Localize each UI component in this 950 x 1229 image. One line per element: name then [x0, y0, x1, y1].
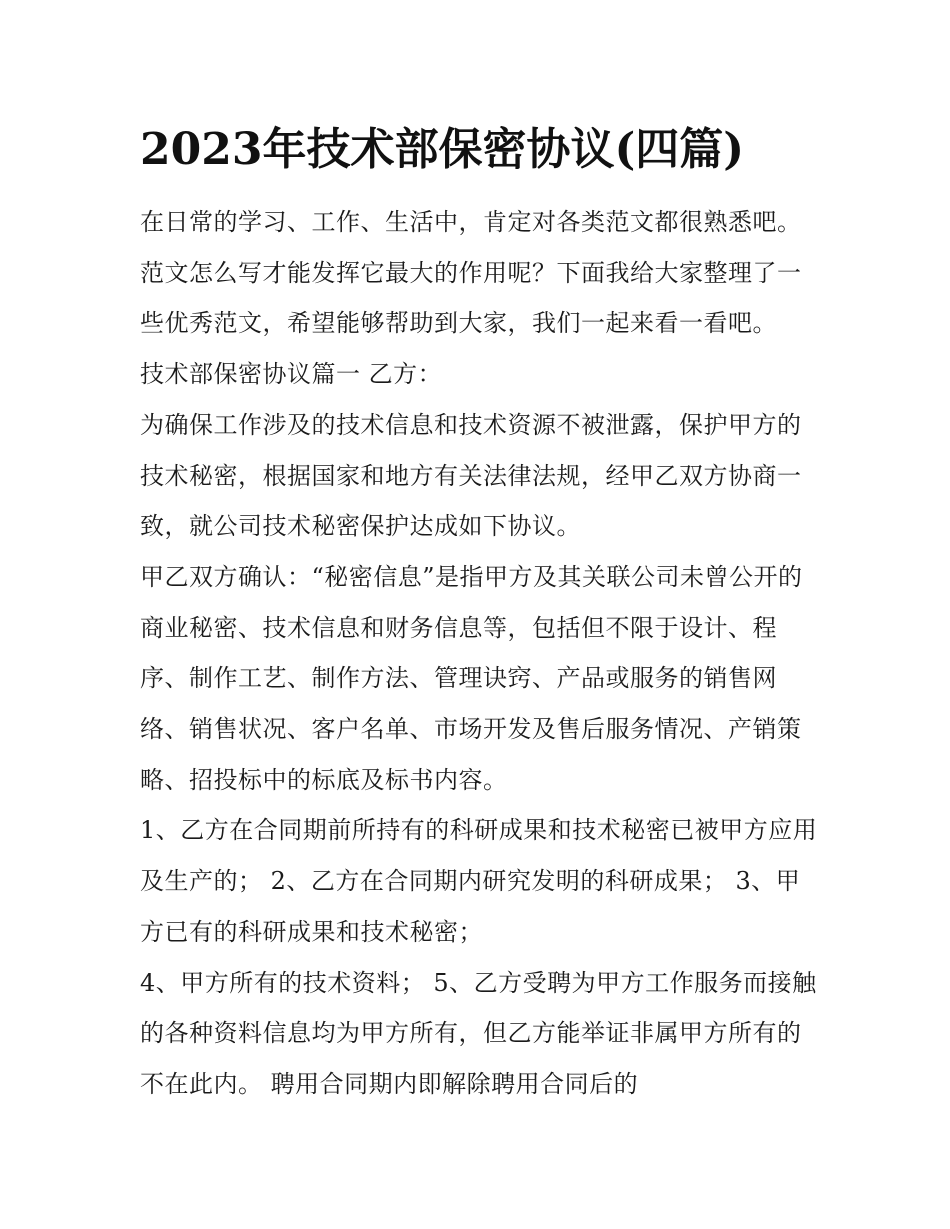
- document-title: 2023年技术部保密协议(四篇): [140, 124, 745, 175]
- paragraph-items-4-5: 4、甲方所有的技术资料； 5、乙方受聘为甲方工作服务而接触的各种资料信息均为甲方所有，但乙方能举证非属甲方所有的不在此内。 聘用合同期内即解除聘用合同后的: [140, 968, 817, 1098]
- paragraph-purpose: 为确保工作涉及的技术信息和技术资源不被泄露，保护甲方的技术秘密，根据国家和地方有关法律法规，经甲乙双方协商一致，就公司技术秘密保护达成如下协议。: [140, 410, 802, 541]
- paragraph-section-heading: 技术部保密协议篇一 乙方：: [140, 360, 443, 389]
- paragraph-items-1-3: 1、乙方在合同期前所持有的科研成果和技术秘密已被甲方应用及生产的； 2、乙方在合同期内研究发明的科研成果； 3、甲方已有的科研成果和技术秘密；: [140, 816, 818, 946]
- paragraph-intro: 在日常的学习、工作、生活中，肯定对各类范文都很熟悉吧。范文怎么写才能发挥它最大的作用呢？下面我给大家整理了一些优秀范文，希望能够帮助到大家，我们一起来看一看吧。: [140, 208, 802, 338]
- paragraph-definition: 甲乙双方确认：“秘密信息”是指甲方及其关联公司未曾公开的商业秘密、技术信息和财务信息等，包括但不限于设计、程序、制作工艺、制作方法、管理诀窍、产品或服务的销售网络、销售状况、客户名单、市场开发及售后服务情况、产销策略、招投标中的标底及标书内容。: [140, 562, 803, 794]
- document-body: [140, 197, 820, 1110]
